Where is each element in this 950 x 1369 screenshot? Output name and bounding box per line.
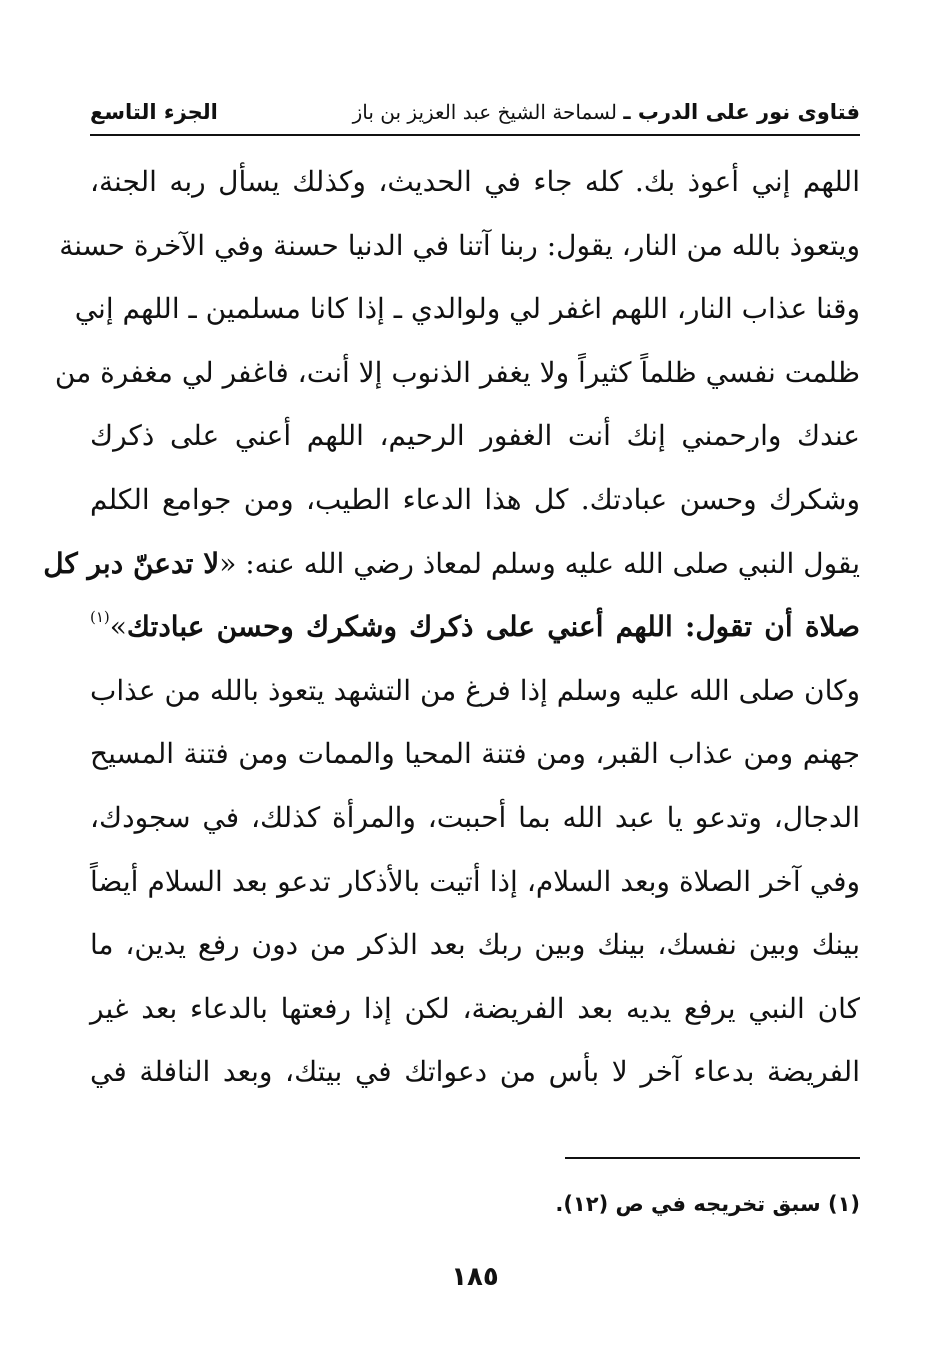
header-book-title [353, 100, 860, 124]
footnote: (١) سبق تخريجه في ص (١٢). [555, 1192, 860, 1216]
text-line: بينك وبين نفسك، بينك وبين ربك بعد الذكر من دون رفع يدين، ما [90, 928, 860, 962]
running-header [90, 96, 860, 136]
text-line: وشكرك وحسن عبادتك. كل هذا الدعاء الطيب، ومن جوامع الكلم [90, 482, 860, 516]
text-line-hadith-end [90, 595, 860, 659]
body-text [43, 150, 860, 1104]
footnote-divider [565, 1157, 860, 1159]
text-line: جهنم ومن عذاب القبر، ومن فتنة المحيا والممات ومن فتنة المسيح [90, 737, 860, 771]
text-line: الدجال، وتدعو يا عبد الله بما أحببت، والمرأة كذلك، في سجودك، [90, 800, 860, 834]
text-line: كان النبي يرفع يديه بعد الفريضة، لكن إذا رفعتها بالدعاء بعد غير [90, 991, 860, 1025]
hadith-quote-part1: لا تدعنّ دبر كل [43, 546, 220, 580]
book-title-text: فتاوى نور على الدرب ـ [623, 100, 860, 124]
quote-close: » [109, 610, 127, 644]
text-line-hadith-start [43, 532, 860, 596]
header-volume-part: الجزء التاسع [90, 100, 218, 124]
text-line: وقنا عذاب النار، اللهم اغفر لي ولوالدي ـ إذا كانا مسلمين ـ اللهم إني [74, 292, 860, 326]
text-line: وكان صلى الله عليه وسلم إذا فرغ من التشهد يتعوذ بالله من عذاب [90, 673, 860, 707]
text-line: ظلمت نفسي ظلماً كثيراً ولا يغفر الذنوب إلا أنت، فاغفر لي مغفرة من [54, 355, 860, 389]
text-line: ويتعوذ بالله من النار، يقول: ربنا آتنا في الدنيا حسنة وفي الآخرة حسنة [59, 228, 860, 262]
hadith-intro: يقول النبي صلى الله عليه وسلم لمعاذ رضي الله عنه: « [219, 546, 860, 580]
text-line: عندك وارحمني إنك أنت الغفور الرحيم، اللهم أعني على ذكرك [90, 419, 860, 453]
page-number: ١٨٥ [451, 1262, 499, 1292]
header-author: لسماحة الشيخ عبد العزيز بن باز [352, 100, 624, 124]
hadith-quote-part2: صلاة أن تقول: اللهم أعني على ذكرك وشكرك وحسن عبادتك [126, 610, 860, 644]
text-line: اللهم إني أعوذ بك. كله جاء في الحديث، وكذلك يسأل ربه الجنة، [90, 165, 860, 198]
footnote-reference: (١) [90, 608, 110, 627]
text-line: الفريضة بدعاء آخر لا بأس من دعواتك في بيتك، وبعد النافلة في [90, 1055, 860, 1089]
text-line: وفي آخر الصلاة وبعد السلام، إذا أتيت بالأذكار تدعو بعد السلام أيضاً [90, 864, 860, 898]
